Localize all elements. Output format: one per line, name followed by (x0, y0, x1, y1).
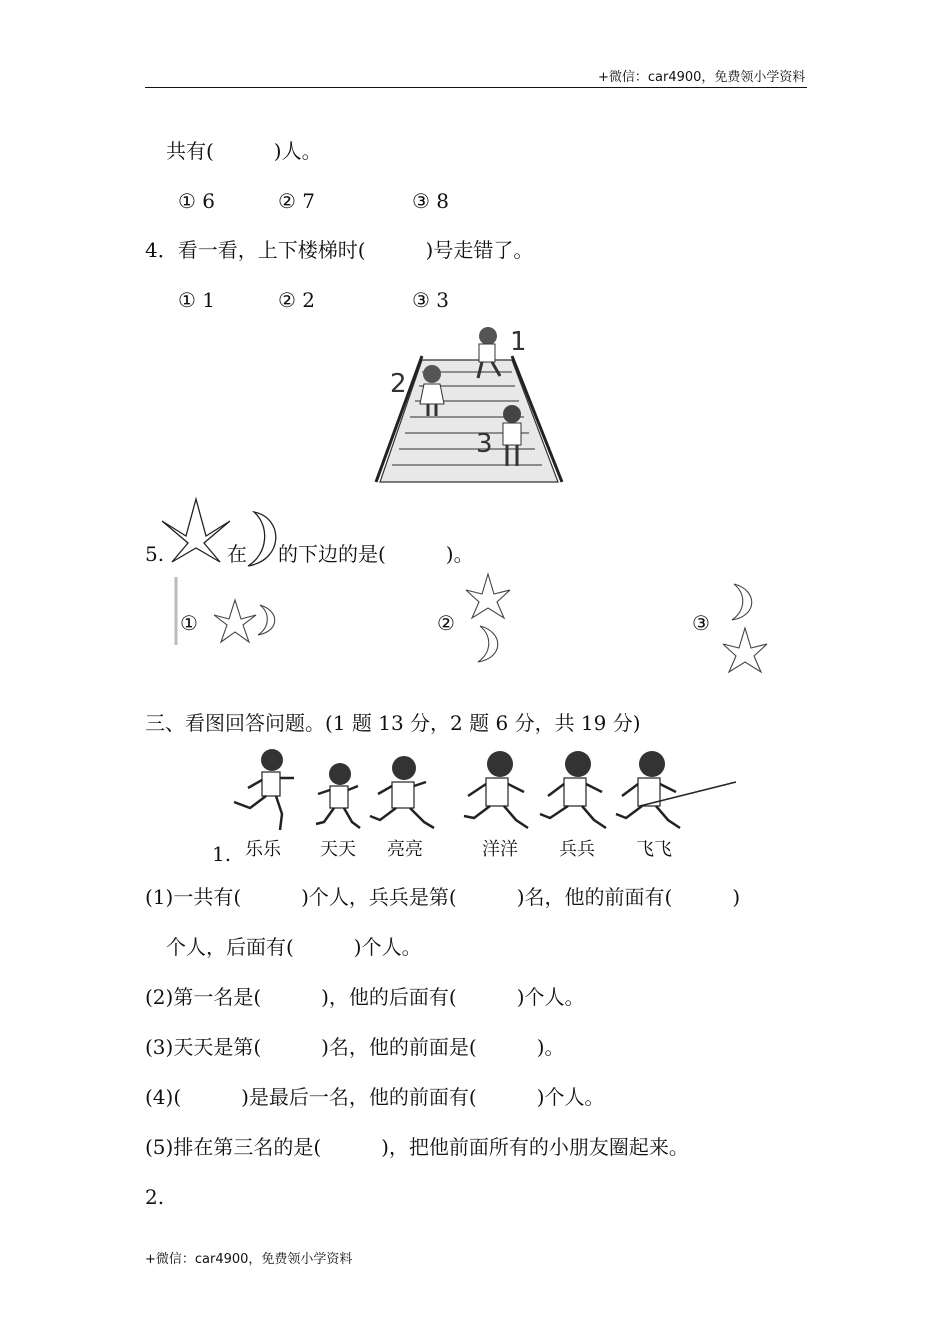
q4-text: 4．看一看，上下楼梯时( )号走错了。 (145, 238, 534, 262)
runner-name-5: 兵兵 (559, 839, 595, 860)
q5-number: 5. (145, 542, 165, 566)
section3-title: 三、看图回答问题。(1 题 13 分，2 题 6 分，共 19 分) (145, 711, 641, 735)
q3-text: 共有( )人。 (166, 139, 322, 163)
q3-option-2: ② 7 (278, 189, 316, 213)
stair-label-3: 3 (476, 429, 493, 459)
q5-suffix-text: 的下边的是( )。 (278, 542, 474, 566)
runner-name-1: 乐乐 (245, 839, 281, 860)
section3-line-1: (1)一共有( )个人，兵兵是第( )名，他的前面有( ) (145, 885, 741, 909)
stair-label-1: 1 (510, 327, 527, 357)
moon-icon (244, 510, 280, 568)
header-watermark: +微信：car4900，免费领小学资料 (598, 70, 806, 85)
section3-line-6: (5)排在第三名的是( )，把他前面所有的小朋友圈起来。 (145, 1135, 689, 1159)
q3-option-3: ③ 8 (412, 189, 450, 213)
section3-line-2: 个人，后面有( )个人。 (166, 935, 422, 959)
footer-watermark: +微信：car4900，免费领小学资料 (145, 1252, 353, 1267)
q4-option-3: ③ 3 (412, 288, 450, 312)
q5-option-2-label: ② (437, 611, 455, 635)
runner-name-6: 飞飞 (636, 839, 672, 860)
q5-option-3-figure (720, 580, 770, 674)
runner-name-4: 洋洋 (482, 839, 518, 860)
q4-option-2: ② 2 (278, 288, 316, 312)
section3-q2-number: 2. (145, 1185, 165, 1209)
runners-figure (228, 744, 740, 836)
q3-option-1: ① 6 (178, 189, 216, 213)
section3-line-4: (3)天天是第( )名，他的前面是( )。 (145, 1035, 565, 1059)
q4-option-1: ① 1 (178, 288, 216, 312)
q5-middle-text: 在 (227, 542, 247, 566)
q5-option-1-label: ① (180, 611, 198, 635)
staircase-figure (372, 322, 568, 488)
section3-line-3: (2)第一名是( )，他的后面有( )个人。 (145, 985, 585, 1009)
q5-option-3-label: ③ (692, 611, 710, 635)
runner-name-3: 亮亮 (387, 839, 423, 860)
runner-name-2: 天天 (320, 839, 356, 860)
stair-label-2: 2 (390, 369, 407, 399)
section3-q1-number: 1. (212, 842, 232, 866)
q5-option-1-figure (172, 575, 282, 647)
star-icon (160, 496, 232, 566)
section3-line-5: (4)( )是最后一名，他的前面有( )个人。 (145, 1085, 605, 1109)
header-rule (145, 87, 807, 88)
q5-option-2-figure (464, 572, 518, 666)
